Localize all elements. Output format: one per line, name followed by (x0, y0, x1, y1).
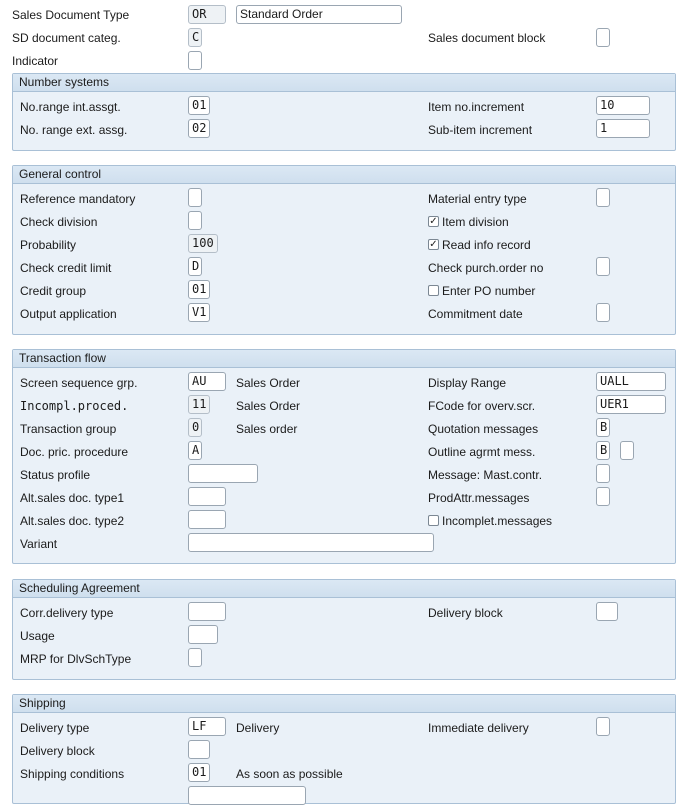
item-increment-field[interactable]: 10 (596, 96, 650, 115)
alt-sales-doc-type2-label: Alt.sales doc. type2 (20, 514, 125, 528)
prodattr-messages-label: ProdAttr.messages (428, 491, 530, 505)
sd-doc-categ-label: SD document categ. (12, 31, 121, 45)
output-application-label: Output application (20, 307, 117, 321)
no-range-int-field[interactable]: 01 (188, 96, 210, 115)
transaction-group-label: Transaction group (20, 422, 117, 436)
mrp-dlvschtype-label: MRP for DlvSchType (20, 652, 132, 666)
transaction-group-desc: Sales order (236, 422, 298, 436)
incompl-proced-desc: Sales Order (236, 399, 301, 413)
message-mast-contr-field[interactable] (596, 464, 610, 483)
check-purch-order-label: Check purch.order no (428, 261, 544, 275)
status-profile-field[interactable] (188, 464, 258, 483)
read-info-record-label: Read info record (442, 238, 531, 252)
quotation-messages-field[interactable]: B (596, 418, 610, 437)
fcode-overview-label: FCode for overv.scr. (428, 399, 536, 413)
probability-field[interactable]: 100 (188, 234, 218, 253)
material-entry-type-label: Material entry type (428, 192, 527, 206)
sales-doc-type-description-field[interactable]: Standard Order (236, 5, 402, 24)
no-range-ext-field[interactable]: 02 (188, 119, 210, 138)
enter-po-number-checkbox[interactable] (428, 285, 439, 296)
delivery-type-field[interactable]: LF (188, 717, 226, 736)
item-division-checkbox[interactable]: ✓ (429, 216, 438, 227)
sched-delivery-block-field[interactable] (596, 602, 618, 621)
shipping-conditions-desc: As soon as possible (236, 767, 343, 781)
display-range-field[interactable]: UALL (596, 372, 666, 391)
output-application-field[interactable]: V1 (188, 303, 210, 322)
item-division-label: Item division (442, 215, 509, 229)
variant-label: Variant (20, 537, 58, 551)
shipping-conditions-label: Shipping conditions (20, 767, 125, 781)
alt-sales-doc-type2-field[interactable] (188, 510, 226, 529)
outline-agreement-field[interactable]: B (596, 441, 610, 460)
enter-po-number-label: Enter PO number (442, 284, 536, 298)
general-control-title: General control (13, 166, 675, 184)
delivery-type-desc: Delivery (236, 721, 280, 735)
credit-group-label: Credit group (20, 284, 87, 298)
outline-agreement-label: Outline agrmt mess. (428, 445, 536, 459)
commitment-date-label: Commitment date (428, 307, 523, 321)
check-credit-limit-label: Check credit limit (20, 261, 112, 275)
shipping-delivery-block-field[interactable] (188, 740, 210, 759)
alt-sales-doc-type1-label: Alt.sales doc. type1 (20, 491, 125, 505)
number-systems-title: Number systems (13, 74, 675, 92)
scheduling-agreement-title: Scheduling Agreement (13, 580, 675, 598)
shipping-delivery-block-label: Delivery block (20, 744, 95, 758)
display-range-label: Display Range (428, 376, 507, 390)
transaction-group-field[interactable]: 0 (188, 418, 202, 437)
subitem-increment-label: Sub-item increment (428, 123, 533, 137)
reference-mandatory-label: Reference mandatory (20, 192, 136, 206)
material-entry-type-field[interactable] (596, 188, 610, 207)
incomplet-messages-checkbox[interactable] (428, 515, 439, 526)
check-credit-limit-field[interactable]: D (188, 257, 202, 276)
delivery-type-label: Delivery type (20, 721, 90, 735)
indicator-field[interactable] (188, 51, 202, 70)
incompl-proced-field[interactable]: 11 (188, 395, 210, 414)
corr-delivery-type-field[interactable] (188, 602, 226, 621)
status-profile-label: Status profile (20, 468, 91, 482)
incomplet-messages-label: Incomplet.messages (442, 514, 553, 528)
read-info-record-checkbox[interactable]: ✓ (429, 239, 438, 250)
fcode-overview-field[interactable]: UER1 (596, 395, 666, 414)
commitment-date-field[interactable] (596, 303, 610, 322)
screen-sequence-field[interactable]: AU (188, 372, 226, 391)
immediate-delivery-field[interactable] (596, 717, 610, 736)
screen-sequence-label: Screen sequence grp. (20, 376, 138, 390)
message-mast-contr-label: Message: Mast.contr. (428, 468, 543, 482)
shipping-group (12, 694, 676, 804)
no-range-ext-label: No. range ext. assg. (20, 123, 128, 137)
check-division-label: Check division (20, 215, 98, 229)
reference-mandatory-field[interactable] (188, 188, 202, 207)
usage-field[interactable] (188, 625, 218, 644)
check-division-field[interactable] (188, 211, 202, 230)
prodattr-messages-field[interactable] (596, 487, 610, 506)
outline-agreement-field-2[interactable] (620, 441, 634, 460)
sales-doc-type-field[interactable]: OR (188, 5, 226, 24)
shipping-title: Shipping (13, 695, 675, 713)
sd-doc-categ-field[interactable]: C (188, 28, 202, 47)
probability-label: Probability (20, 238, 77, 252)
sched-delivery-block-label: Delivery block (428, 606, 503, 620)
credit-group-field[interactable]: 01 (188, 280, 210, 299)
doc-pric-procedure-field[interactable]: A (188, 441, 202, 460)
mrp-dlvschtype-field[interactable] (188, 648, 202, 667)
immediate-delivery-label: Immediate delivery (428, 721, 529, 735)
usage-label: Usage (20, 629, 55, 643)
partially-visible-field[interactable] (188, 786, 306, 805)
screen-sequence-desc: Sales Order (236, 376, 301, 390)
subitem-increment-field[interactable]: 1 (596, 119, 650, 138)
sales-doc-type-label: Sales Document Type (12, 8, 130, 22)
indicator-label: Indicator (12, 54, 59, 68)
item-increment-label: Item no.increment (428, 100, 525, 114)
shipping-conditions-field[interactable]: 01 (188, 763, 210, 782)
alt-sales-doc-type1-field[interactable] (188, 487, 226, 506)
no-range-int-label: No.range int.assgt. (20, 100, 121, 114)
incompl-proced-label: Incompl.proced. (20, 399, 129, 413)
sales-doc-block-field[interactable] (596, 28, 610, 47)
doc-pric-procedure-label: Doc. pric. procedure (20, 445, 129, 459)
variant-field[interactable] (188, 533, 434, 552)
check-purch-order-field[interactable] (596, 257, 610, 276)
sales-doc-block-label: Sales document block (428, 31, 546, 45)
corr-delivery-type-label: Corr.delivery type (20, 606, 114, 620)
transaction-flow-title: Transaction flow (13, 350, 675, 368)
quotation-messages-label: Quotation messages (428, 422, 539, 436)
